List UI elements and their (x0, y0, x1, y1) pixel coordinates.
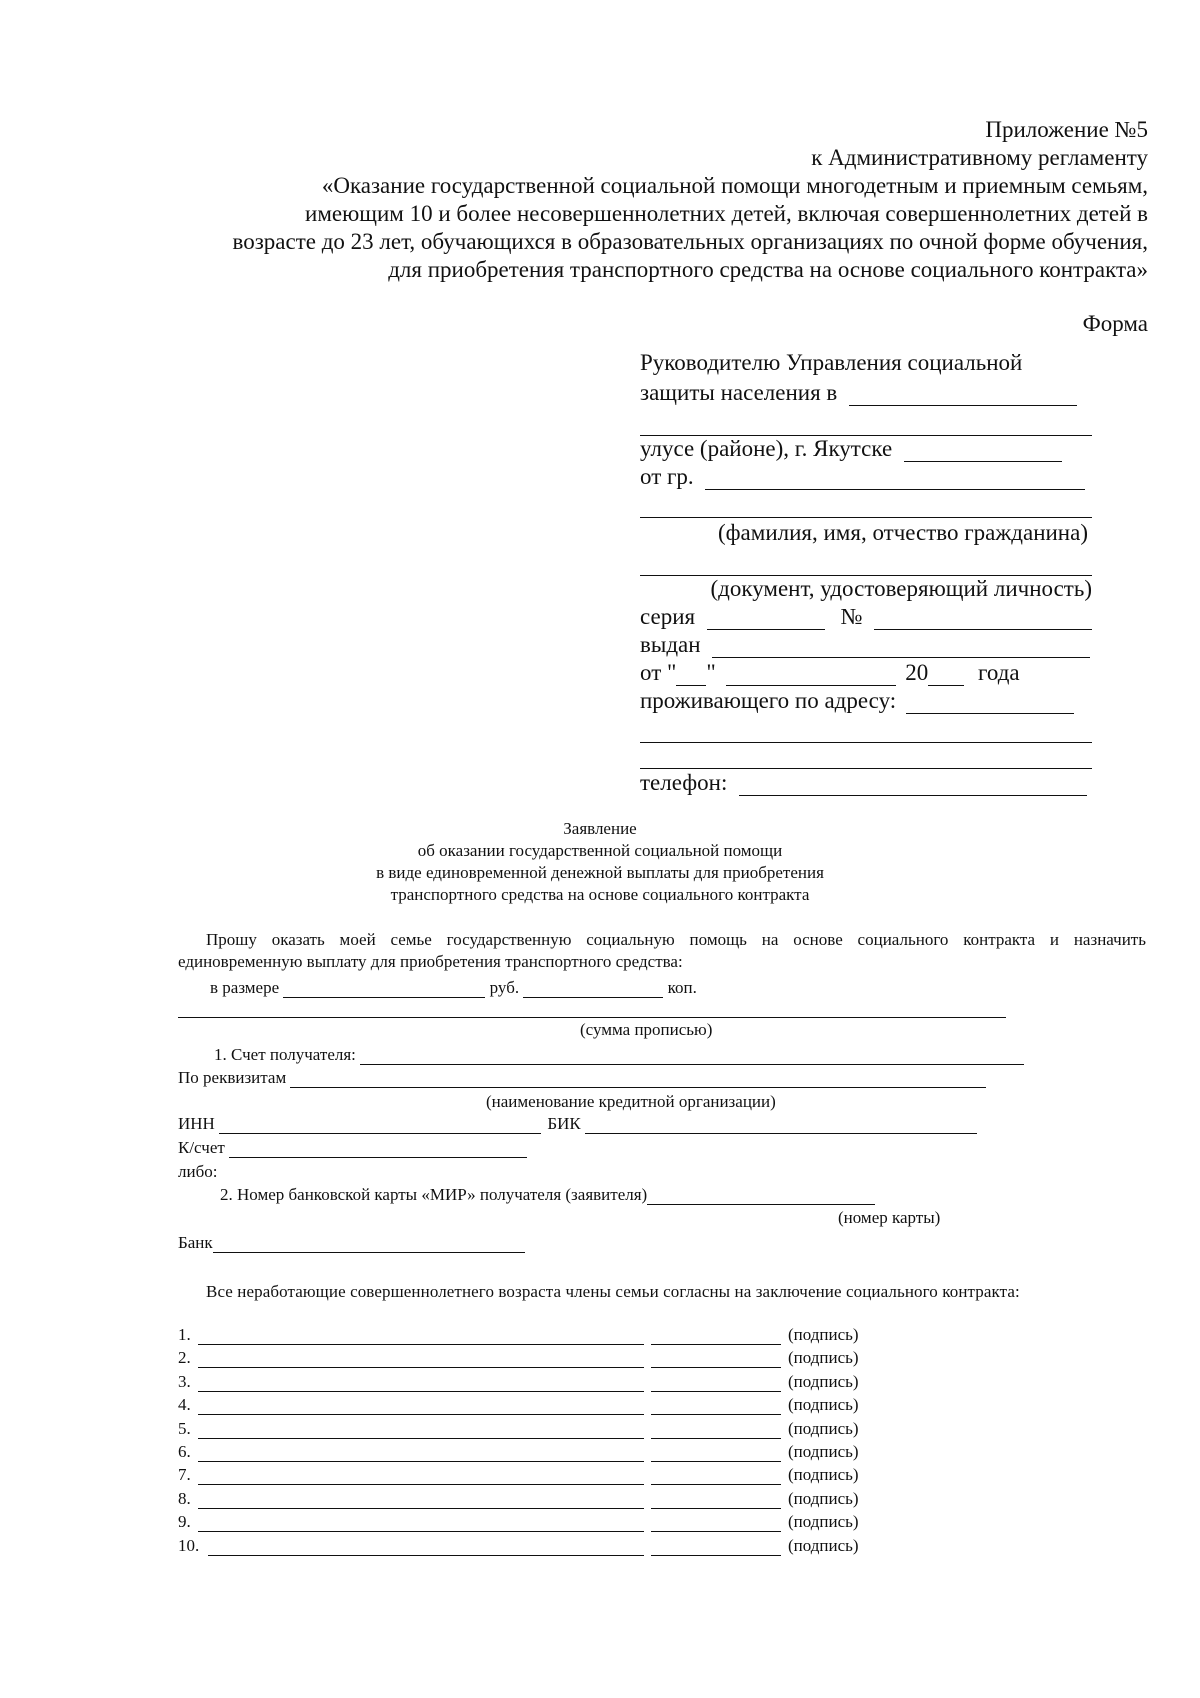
signature-label: (подпись) (788, 1489, 859, 1508)
or-label: либо: (178, 1162, 218, 1181)
signature-row-number: 9. (178, 1512, 191, 1531)
phone-field[interactable] (739, 773, 1087, 796)
member-signature-field[interactable] (651, 1554, 781, 1556)
title-line: в виде единовременной денежной выплаты для приобретения (376, 863, 824, 882)
member-name-field[interactable] (198, 1530, 644, 1532)
appendix-line: к Административному регламенту (811, 145, 1148, 170)
appendix-line: Приложение №5 (985, 117, 1148, 142)
address-field-2[interactable] (640, 742, 1092, 743)
year-prefix: 20 (905, 660, 929, 685)
member-signature-field[interactable] (651, 1530, 781, 1532)
signature-label: (подпись) (788, 1465, 859, 1484)
signature-label: (подпись) (788, 1536, 859, 1555)
number-field[interactable] (874, 607, 1092, 630)
address-field[interactable] (906, 691, 1074, 714)
ks-field[interactable] (229, 1141, 527, 1158)
city-field[interactable] (904, 439, 1062, 462)
member-name-field[interactable] (198, 1366, 644, 1368)
appendix-header (128, 116, 1148, 284)
org-hint: (наименование кредитной организации) (486, 1092, 776, 1111)
consent-text: Все неработающие совершеннолетнего возраста члены семьи согласны на заключение социального контракта: (206, 1282, 1020, 1301)
member-signature-field[interactable] (651, 1366, 781, 1368)
signature-row-number: 3. (178, 1372, 191, 1391)
signature-row-number: 7. (178, 1465, 191, 1484)
title-line: об оказании государственной социальной помощи (417, 841, 783, 860)
signature-row-number: 10. (178, 1536, 200, 1555)
signature-label: (подпись) (788, 1325, 859, 1344)
title-line: транспортного средства на основе социального контракта (390, 885, 810, 904)
account-field[interactable] (360, 1048, 1024, 1065)
signature-row-number: 2. (178, 1348, 191, 1367)
signature-label: (подпись) (788, 1442, 859, 1461)
signature-row-number: 6. (178, 1442, 191, 1461)
form-label: Форма (1082, 311, 1148, 336)
appendix-line: «Оказание государственной социальной помощи многодетным и приемным семьям, (321, 173, 1148, 198)
bank-name-field[interactable] (213, 1236, 525, 1253)
member-signature-field[interactable] (651, 1437, 781, 1439)
card-hint: (номер карты) (838, 1208, 941, 1227)
member-signature-field[interactable] (651, 1483, 781, 1485)
signature-label: (подпись) (788, 1348, 859, 1367)
inn-field[interactable] (219, 1117, 541, 1134)
month-field[interactable] (726, 663, 896, 686)
appendix-line: имеющим 10 и более несовершеннолетних детей, включая совершеннолетних детей в (305, 201, 1148, 226)
addressee-line1: Руководителю Управления социальной (640, 350, 1023, 375)
account-label: 1. Счет получателя: (214, 1045, 356, 1064)
day-field[interactable] (676, 663, 706, 686)
issued-field[interactable] (712, 635, 1090, 658)
appendix-line: возрасте до 23 лет, обучающихся в образовательных организациях по очной форме обучения, (232, 229, 1148, 254)
rub-label: руб. (489, 978, 520, 997)
signature-label: (подпись) (788, 1512, 859, 1531)
bank-details-field[interactable] (290, 1071, 986, 1088)
residing-label: проживающего по адресу: (640, 688, 897, 713)
ks-label: К/счет (178, 1138, 225, 1157)
bik-label: БИК (547, 1114, 581, 1133)
quote-close: " (706, 660, 716, 685)
amount-kop-field[interactable] (523, 981, 663, 998)
series-field[interactable] (707, 607, 825, 630)
signature-row-number: 5. (178, 1419, 191, 1438)
from-label: от " (640, 660, 677, 685)
member-name-field[interactable] (198, 1413, 644, 1415)
fio-hint: (фамилия, имя, отчество гражданина) (718, 520, 1088, 545)
citizen-name-field-2[interactable] (640, 517, 1092, 518)
amount-words-field[interactable] (178, 1017, 1006, 1018)
signature-row-number: 1. (178, 1325, 191, 1344)
series-label: серия (640, 604, 696, 629)
citizen-name-field[interactable] (705, 467, 1085, 490)
kop-label: коп. (667, 978, 697, 997)
member-name-field[interactable] (198, 1460, 644, 1462)
member-name-field[interactable] (198, 1343, 644, 1345)
member-name-field[interactable] (198, 1437, 644, 1439)
appendix-line: для приобретения транспортного средства на основе социального контракта» (388, 257, 1148, 282)
bank-label: Банк (178, 1233, 213, 1252)
year-field[interactable] (928, 663, 964, 686)
member-signature-field[interactable] (651, 1413, 781, 1415)
amount-label: в размере (210, 978, 280, 997)
card-label: 2. Номер банковской карты «МИР» получателя (заявителя) (220, 1185, 648, 1204)
member-signature-field[interactable] (651, 1507, 781, 1509)
card-field[interactable] (647, 1188, 875, 1205)
inn-label: ИНН (178, 1114, 215, 1133)
signature-label: (подпись) (788, 1395, 859, 1414)
addressee-line3: улусе (районе), г. Якутске (640, 436, 893, 461)
title-line: Заявление (563, 819, 637, 838)
department-field[interactable] (849, 383, 1077, 406)
signature-row-number: 4. (178, 1395, 191, 1414)
member-signature-field[interactable] (651, 1343, 781, 1345)
member-name-field[interactable] (198, 1390, 644, 1392)
member-signature-field[interactable] (651, 1390, 781, 1392)
number-label: № (840, 604, 863, 629)
bik-field[interactable] (585, 1117, 977, 1134)
address-field-3[interactable] (640, 768, 1092, 769)
issued-label: выдан (640, 632, 701, 657)
signature-label: (подпись) (788, 1419, 859, 1438)
application-title (0, 818, 1200, 906)
year-label: года (978, 660, 1020, 685)
member-name-field[interactable] (198, 1483, 644, 1485)
request-text: Прошу оказать моей семье государственную социальную помощь на основе социального контракта и назначить единовременную выплату для приобретения транспортного средства: (178, 930, 1146, 971)
amount-rub-field[interactable] (283, 981, 485, 998)
amount-hint: (сумма прописью) (580, 1020, 713, 1039)
doc-hint: (документ, удостоверяющий личность) (710, 576, 1092, 601)
phone-label: телефон: (640, 770, 728, 795)
amount-row (210, 978, 697, 998)
signature-row-number: 8. (178, 1489, 191, 1508)
signature-label: (подпись) (788, 1372, 859, 1391)
member-signature-field[interactable] (651, 1460, 781, 1462)
addressee-line2: защиты населения в (640, 380, 838, 405)
member-name-field[interactable] (198, 1507, 644, 1509)
addressee-line4: от гр. (640, 464, 694, 489)
details-label: По реквизитам (178, 1068, 287, 1087)
member-name-field[interactable] (208, 1554, 644, 1556)
